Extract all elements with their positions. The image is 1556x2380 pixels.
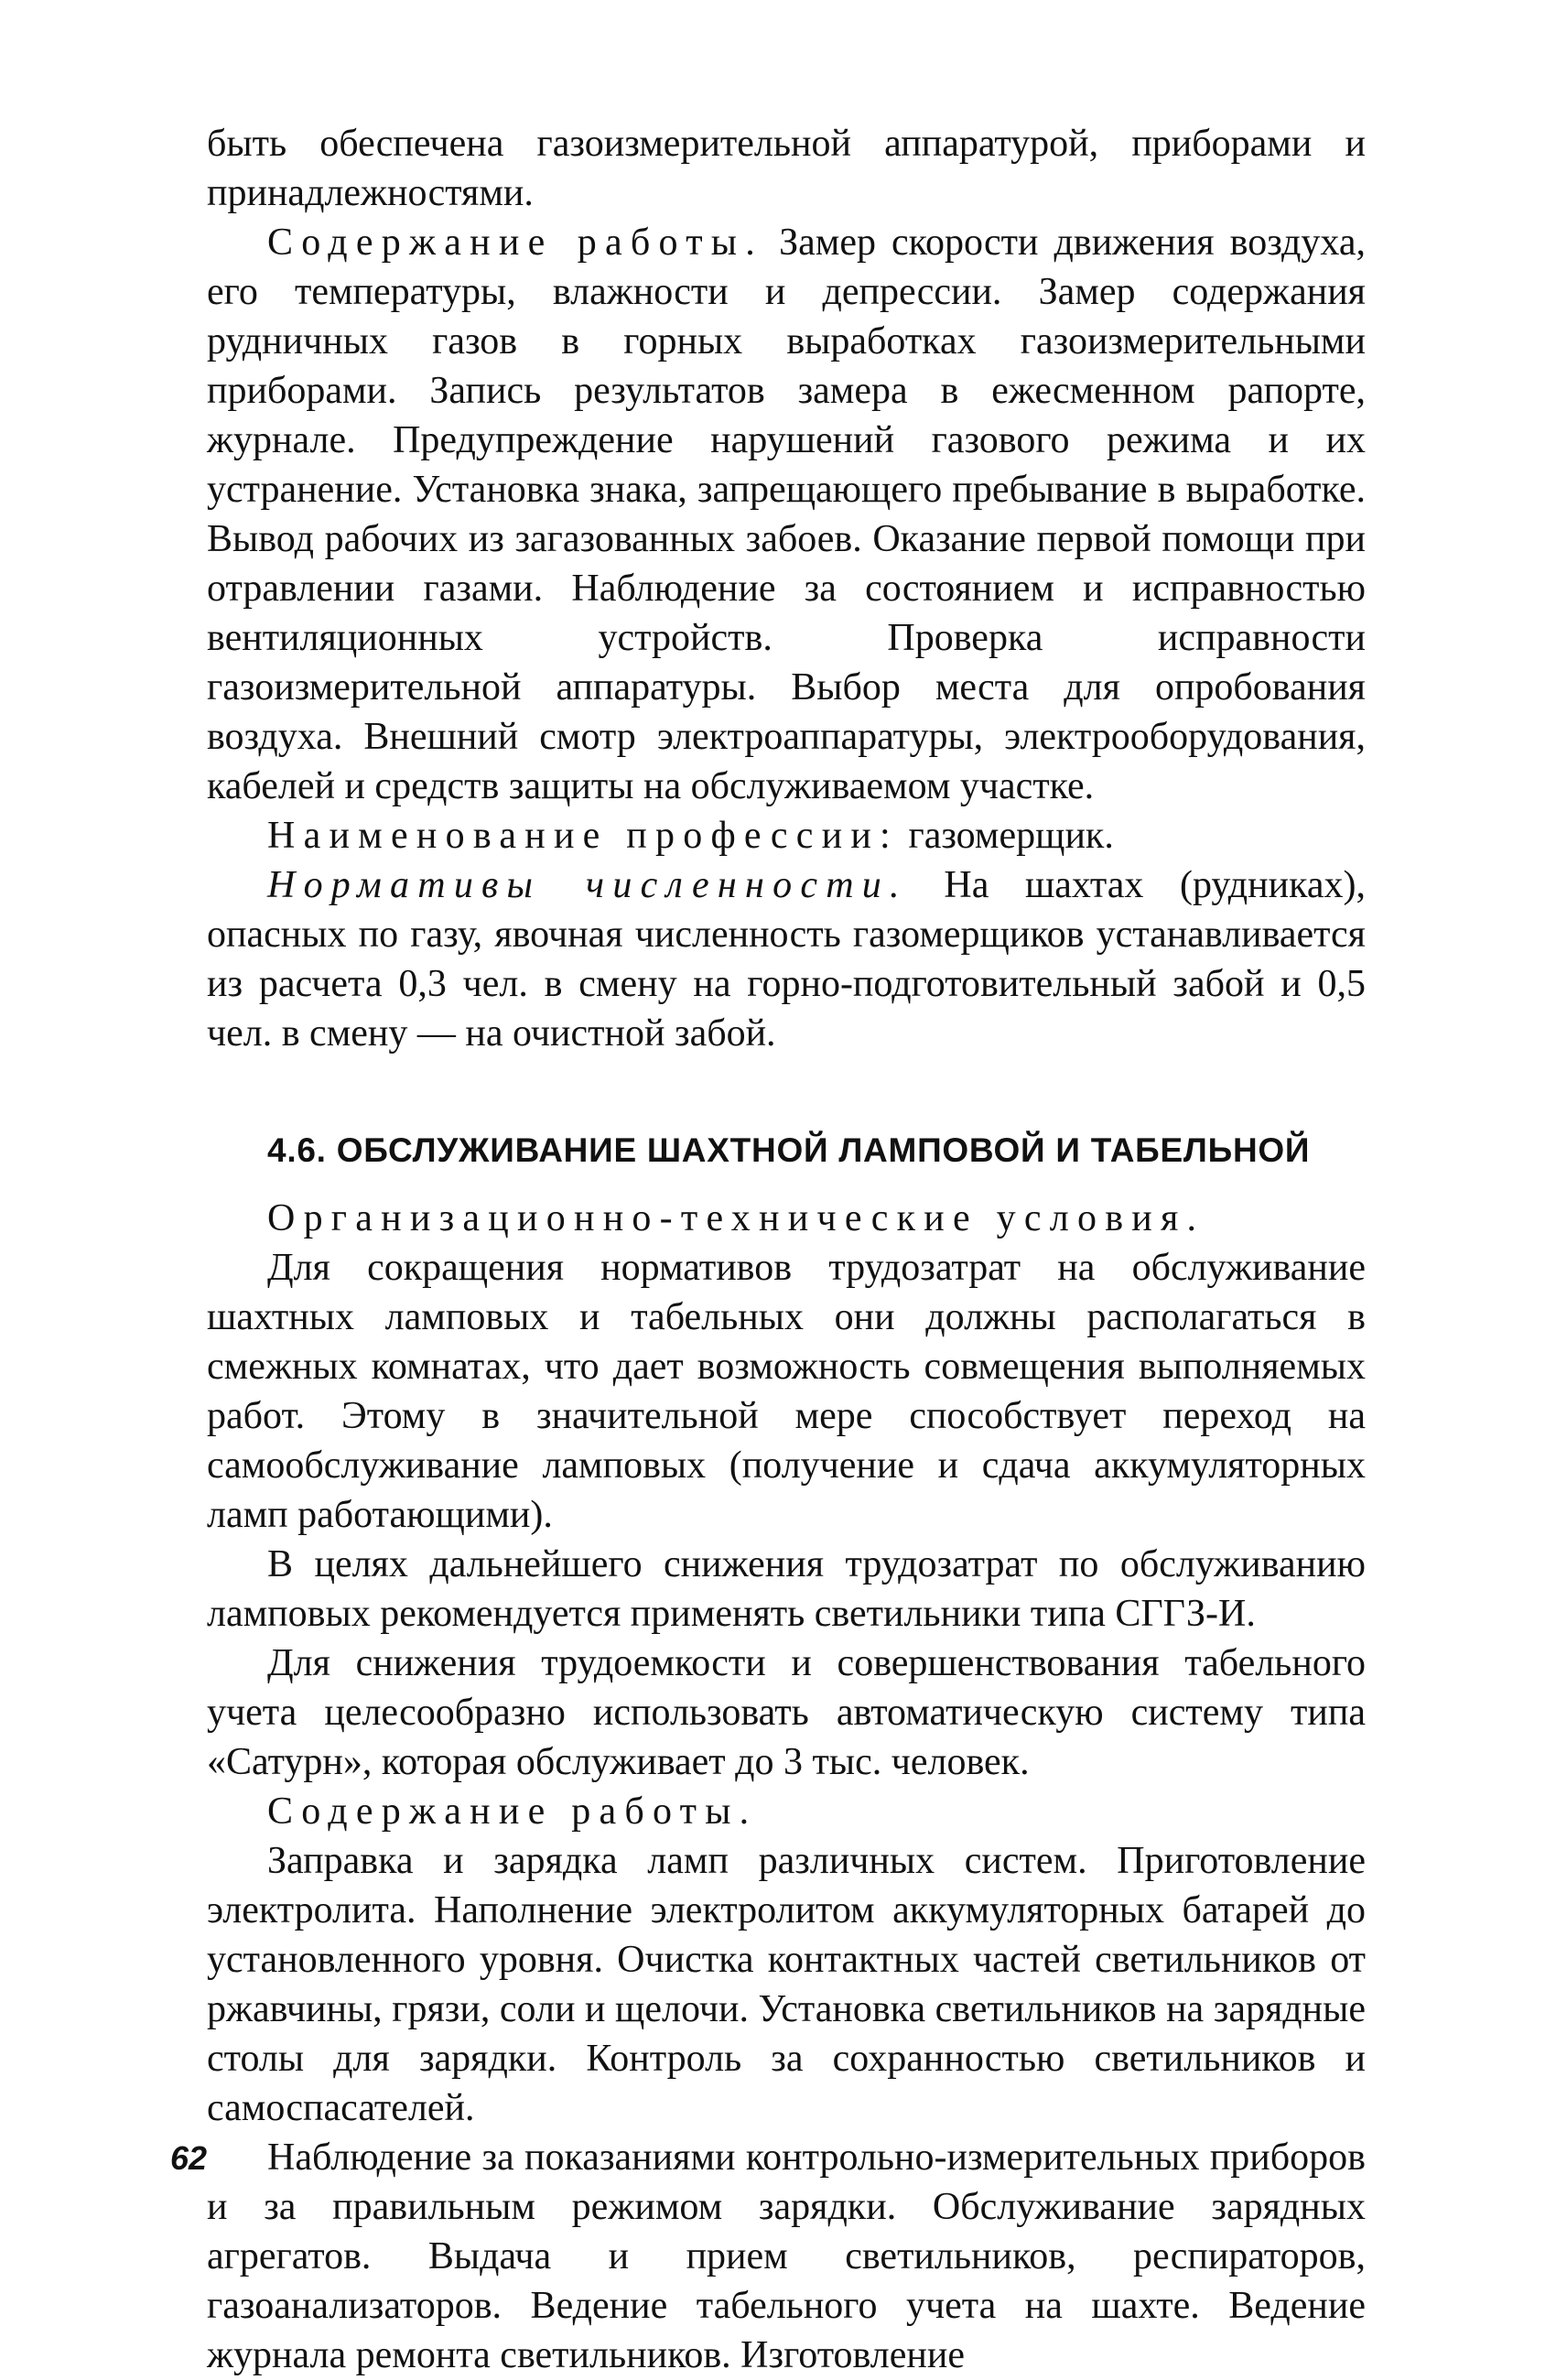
paragraph-profession-name	[207, 811, 1366, 860]
paragraph-text: газомерщик.	[898, 815, 1114, 857]
run-in-label: Организационно-технические условия.	[267, 1197, 1205, 1239]
paragraph: В целях дальнейшего снижения трудозатрат по обслуживанию ламповых рекомендуется применять светильники типа СГГЗ-И.	[207, 1543, 1366, 1635]
run-in-label: Содержание работы.	[267, 1790, 758, 1833]
paragraph-text: На шахтах (рудниках), опасных по газу, явочная численность газомерщиков устанавливается из расчета 0,3 чел. в смену на горно-подготовительный забой и 0,5 чел. в смену — на очистной забой.	[207, 864, 1366, 1055]
paragraph: Для снижения трудоемкости и совершенствования табельного учета целесообразно использовать автоматическую систему типа «Сатурн», которая обслуживает до 3 тыс. человек.	[207, 1642, 1366, 1783]
paragraph-staffing-norms	[207, 860, 1366, 1058]
page-number: 62	[170, 2139, 208, 2177]
run-in-label: Нормативы численности.	[267, 864, 908, 906]
paragraph: Для сокращения нормативов трудозатрат на обслуживание шахтных ламповых и табельных они должны располагаться в смежных комнатах, что дает возможность совмещения выполняемых работ. Этому в значительной мере способствует переход на самообслуживание ламповых (получение и сдача аккумуляторных ламп работающими).	[207, 1247, 1366, 1536]
paragraph-continuation: быть обеспечена газоизмерительной аппаратурой, приборами и принадлежностями.	[207, 123, 1366, 214]
paragraph: Наблюдение за показаниями контрольно-измерительных приборов и за правильным режимом зарядки. Обслуживание зарядных агрегатов. Выдача и прием светильников, респираторов, газоанализаторов. Ведение табельного учета на шахте. Ведение журнала ремонта светильников. Изготовление	[207, 2137, 1366, 2376]
run-in-label: Наименование профессии:	[267, 815, 899, 857]
paragraph-work-content	[207, 218, 1366, 811]
run-in-label: Содержание работы.	[267, 222, 763, 264]
paragraph-text: Замер скорости движения воздуха, его температуры, влажности и депрессии. Замер содержания рудничных газов в горных выработках газоизмерительными приборами. Запись результатов замера в ежесменном рапорте, журнале. Предупреждение нарушений газового режима и их устранение. Установка знака, запрещающего пребывание в выработке. Вывод рабочих из загазованных забоев. Оказание первой помощи при отравлении газами. Наблюдение за состоянием и исправностью вентиляционных устройств. Проверка исправности газоизмерительной аппаратуры. Выбор места для опробования воздуха. Внешний смотр электроаппаратуры, электрооборудования, кабелей и средств защиты на обслуживаемом участке.	[207, 222, 1366, 807]
paragraph: Заправка и зарядка ламп различных систем. Приготовление электролита. Наполнение электролитом аккумуляторных батарей до установленного уровня. Очистка контактных частей светильников от ржавчины, грязи, соли и щелочи. Установка светильников на зарядные столы для зарядки. Контроль за сохранностью светильников и самоспасателей.	[207, 1840, 1366, 2129]
paragraph-work-content-label	[207, 1787, 1366, 1836]
paragraph-org-tech-conditions	[207, 1194, 1366, 1243]
section-heading: 4.6. ОБСЛУЖИВАНИЕ ШАХТНОЙ ЛАМПОВОЙ И ТАБЕЛЬНОЙ	[267, 1131, 1311, 1169]
page-body	[207, 119, 1366, 2376]
